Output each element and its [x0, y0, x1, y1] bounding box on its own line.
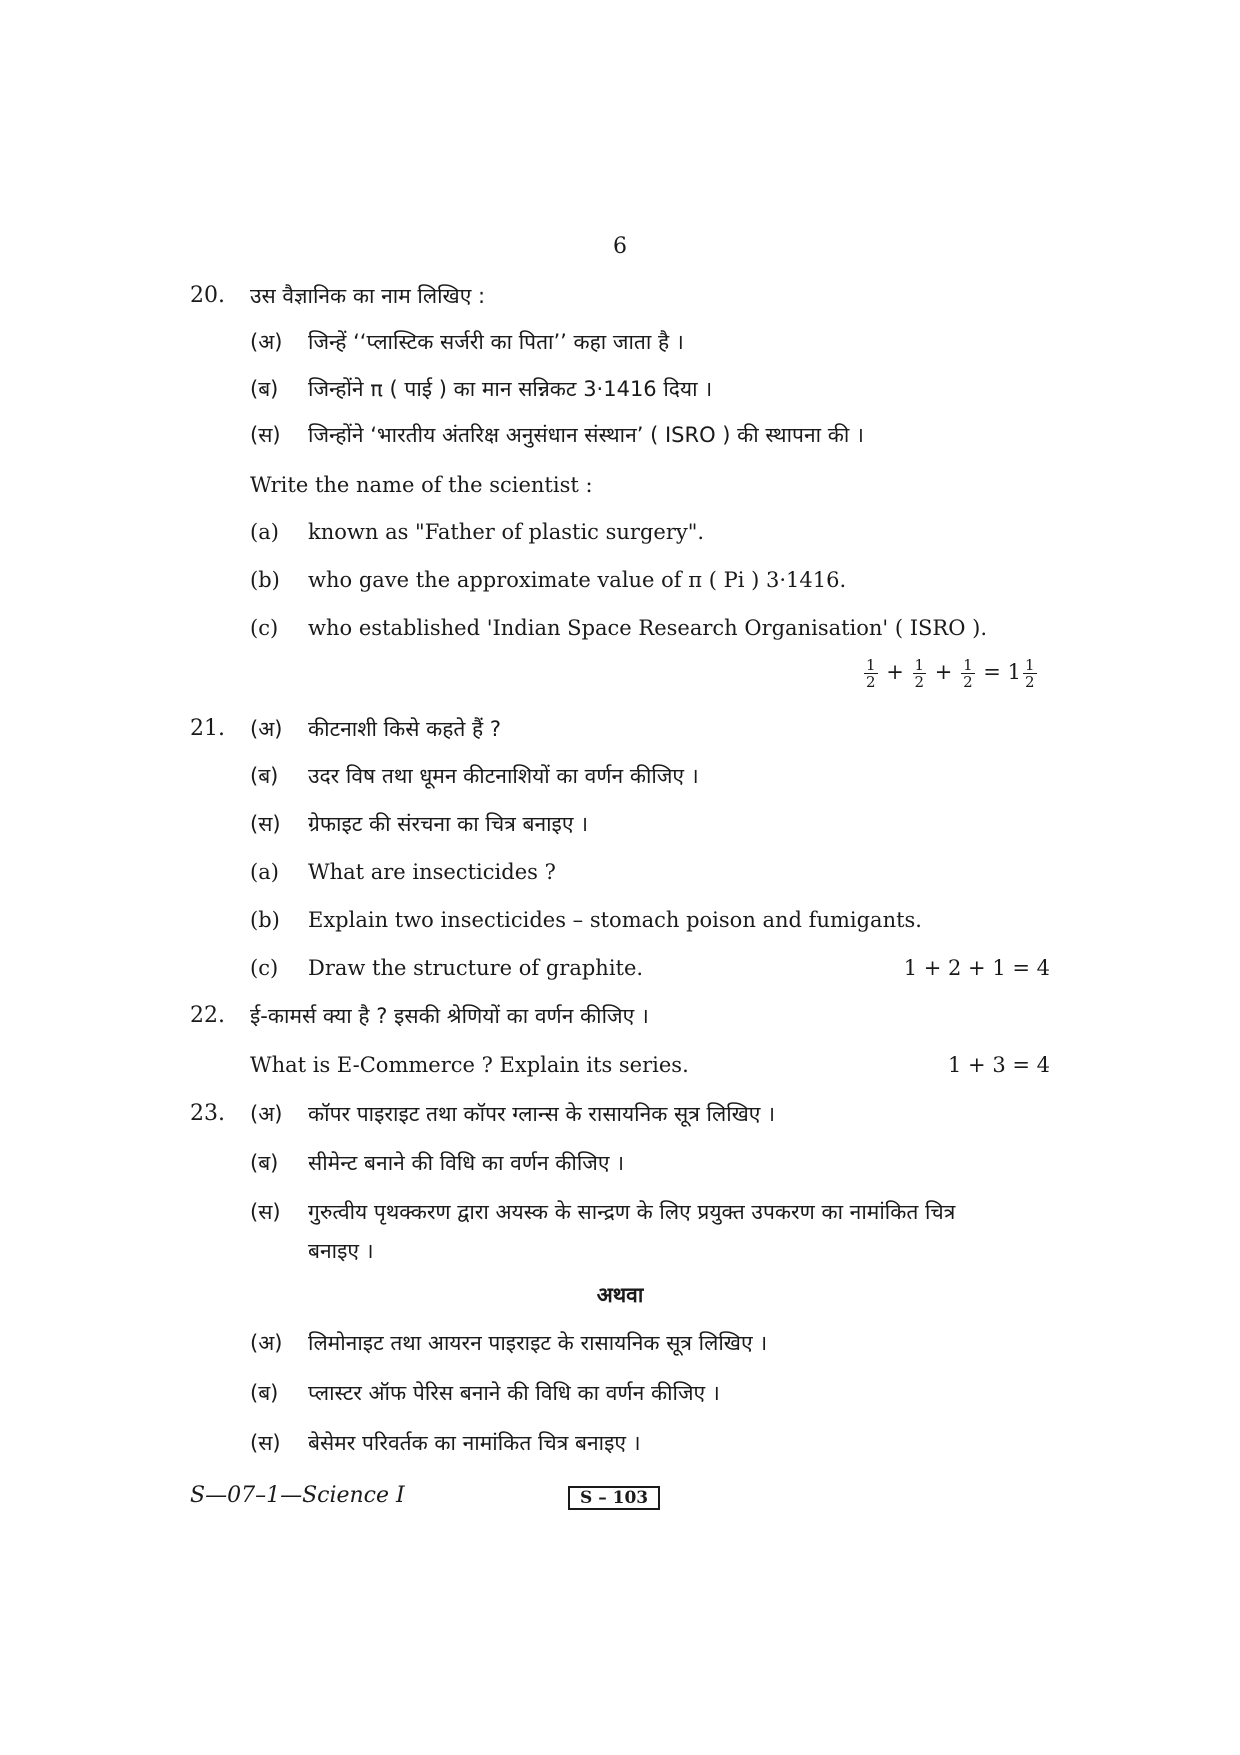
item-text: कॉपर पाइराइट तथा कॉपर ग्लान्स के रासायनिक सूत्र लिखिए ।: [308, 1102, 776, 1126]
marks-distribution: 1 + 2 + 1 = 4: [903, 956, 1050, 980]
sub-item: [250, 809, 588, 839]
item-label: (स): [250, 1200, 281, 1224]
fraction: $\frac{1}{2}$: [914, 656, 925, 691]
item-text: कीटनाशी किसे कहते हैं ?: [308, 717, 501, 741]
equals-sign: =: [983, 660, 1001, 684]
item-label: (c): [250, 956, 279, 980]
plus-sign: +: [934, 660, 953, 684]
sub-item: [250, 1099, 775, 1129]
item-label: (a): [250, 520, 279, 544]
sub-item: [250, 327, 684, 357]
sub-item: [250, 420, 864, 450]
item-label: (अ): [250, 1331, 283, 1355]
sub-item: [250, 953, 643, 983]
sub-item: [250, 857, 556, 887]
sub-item: [250, 714, 501, 744]
sub-item: [250, 1148, 624, 1178]
question-text-english: Write the name of the scientist :: [250, 473, 593, 497]
item-text: जिन्हें ‘‘प्लास्टिक सर्जरी का पिता’’ कहा जाता है ।: [308, 330, 684, 354]
item-label: (ब): [250, 377, 279, 401]
item-text: उदर विष तथा धूमन कीटनाशियों का वर्णन कीजिए ।: [308, 764, 699, 788]
item-text: ग्रेफाइट की संरचना का चित्र बनाइए ।: [308, 812, 589, 836]
marks-distribution: [862, 657, 1039, 690]
item-text: who established 'Indian Space Research Organisation' ( ISRO ).: [308, 616, 988, 640]
question-text-english: What is E-Commerce ? Explain its series.: [250, 1053, 689, 1077]
item-label: (b): [250, 908, 280, 932]
item-label: (ब): [250, 1151, 279, 1175]
item-text: जिन्होंने ‘भारतीय अंतरिक्ष अनुसंधान संस्थान’ ( ISRO ) की स्थापना की ।: [308, 423, 864, 447]
item-text: known as "Father of plastic surgery".: [308, 520, 705, 544]
item-text: who gave the approximate value of π ( Pi ) 3·1416.: [308, 568, 847, 592]
item-text: What are insecticides ?: [308, 860, 556, 884]
item-label: (c): [250, 616, 279, 640]
item-label: (ब): [250, 1381, 279, 1405]
page-number: 6: [613, 234, 627, 259]
item-text: बेसेमर परिवर्तक का नामांकित चित्र बनाइए ।: [308, 1431, 641, 1455]
series-code-box: S – 103: [568, 1486, 660, 1510]
marks-distribution: 1 + 3 = 4: [948, 1053, 1050, 1077]
item-text-continued: बनाइए ।: [308, 1239, 374, 1263]
sub-item: [250, 1378, 720, 1408]
plus-sign: +: [886, 660, 904, 684]
question-number: 21.: [190, 716, 225, 741]
sub-item: [250, 517, 704, 547]
item-text: सीमेन्ट बनाने की विधि का वर्णन कीजिए ।: [308, 1151, 625, 1175]
sub-item: [250, 613, 987, 643]
item-text: Explain two insecticides – stomach poison and fumigants.: [308, 908, 922, 932]
item-text: लिमोनाइट तथा आयरन पाइराइट के रासायनिक सूत्र लिखिए ।: [308, 1331, 768, 1355]
sub-item: [250, 905, 922, 935]
item-label: (अ): [250, 717, 283, 741]
item-label: (b): [250, 568, 280, 592]
sub-item: [250, 761, 699, 791]
item-label: (स): [250, 812, 281, 836]
sub-item: [250, 374, 712, 404]
item-label: (स): [250, 1431, 281, 1455]
question-text-hindi: उस वैज्ञानिक का नाम लिखिए :: [250, 284, 486, 308]
item-label: (ब): [250, 764, 279, 788]
whole-number: 1: [1007, 660, 1021, 684]
item-text: गुरुत्वीय पृथक्करण द्वारा अयस्क के सान्द्रण के लिए प्रयुक्त उपकरण का नामांकित चित्र: [308, 1200, 956, 1224]
item-text: प्लास्टर ऑफ पेरिस बनाने की विधि का वर्णन कीजिए ।: [308, 1381, 720, 1405]
sub-item: [250, 1197, 955, 1227]
question-number: 22.: [190, 1003, 225, 1028]
question-text-hindi: ई-कामर्स क्या है ? इसकी श्रेणियों का वर्णन कीजिए ।: [250, 1004, 649, 1028]
question-number: 23.: [190, 1101, 225, 1126]
sub-item: [250, 565, 846, 595]
item-label: (a): [250, 860, 279, 884]
item-label: (स): [250, 423, 281, 447]
paper-code: S—07–1—Science I: [190, 1483, 405, 1508]
sub-item: [250, 1428, 641, 1458]
fraction: $\frac{1}{2}$: [866, 656, 876, 691]
item-label: (अ): [250, 330, 283, 354]
fraction: $\frac{1}{2}$: [1024, 656, 1035, 691]
question-number: 20.: [190, 283, 225, 308]
sub-item: [250, 1328, 767, 1358]
item-text: जिन्होंने π ( पाई ) का मान सन्निकट 3·1416 दिया ।: [308, 377, 713, 401]
fraction: $\frac{1}{2}$: [963, 656, 973, 691]
or-separator: अथवा: [596, 1283, 644, 1307]
item-text: Draw the structure of graphite.: [308, 956, 644, 980]
item-label: (अ): [250, 1102, 283, 1126]
